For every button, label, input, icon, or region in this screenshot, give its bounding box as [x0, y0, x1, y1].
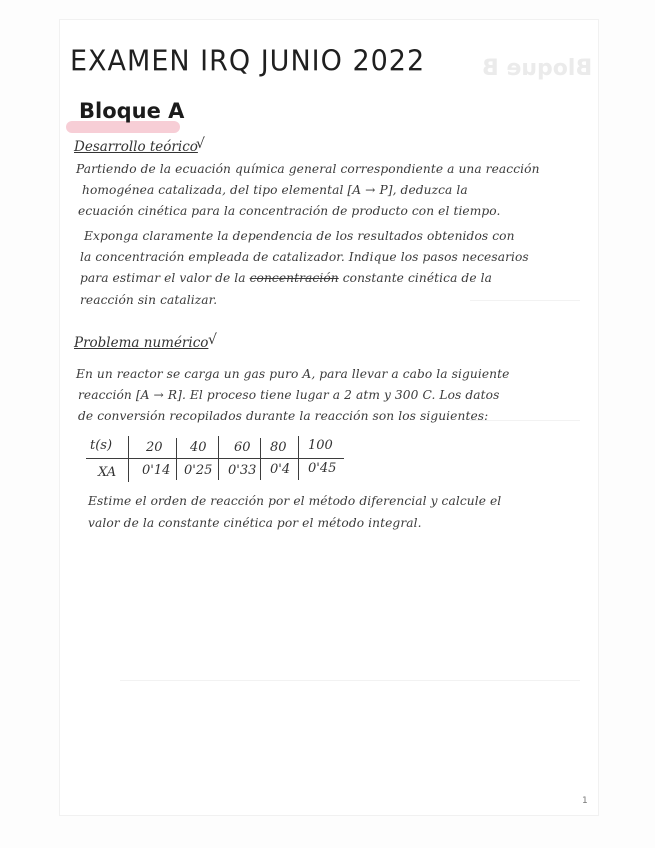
table-cell: 20 — [146, 440, 163, 455]
table-cell: 100 — [308, 438, 333, 453]
reverse-side-ghost-text: Bloque B — [482, 56, 593, 81]
table-cell: 0'4 — [270, 462, 291, 477]
block-heading: Bloque A — [79, 99, 185, 123]
problem-line: de conversión recopilados durante la reacción son los siguientes: — [78, 409, 489, 423]
task-line: valor de la constante cinética por el método integral. — [88, 516, 422, 530]
theory-line: Exponga claramente la dependencia de los resultados obtenidos con — [84, 229, 515, 243]
table-divider — [218, 436, 219, 480]
table-divider — [298, 436, 299, 480]
table-cell: 0'14 — [142, 463, 171, 478]
table-divider — [128, 436, 129, 482]
struck-word: concentración — [249, 271, 339, 285]
problem-line: En un reactor se carga un gas puro A, para llevar a cabo la siguiente — [76, 367, 510, 381]
exam-title: EXAMEN IRQ JUNIO 2022 — [70, 45, 426, 78]
theory-line-part: constante cinética de la — [338, 271, 492, 285]
section-problem-heading: Problema numérico — [74, 335, 209, 351]
table-cell: 0'33 — [228, 463, 257, 478]
theory-line: homogénea catalizada, del tipo elemental [A → P], deduzca la — [82, 183, 468, 197]
task-line: Estime el orden de reacción por el método diferencial y calcule el — [88, 494, 502, 508]
theory-line: Partiendo de la ecuación química general correspondiente a una reacción — [76, 162, 540, 176]
table-cell: 60 — [234, 440, 251, 455]
page-number: 1 — [582, 796, 588, 806]
ghost-line — [120, 680, 580, 681]
table-cell: 0'45 — [308, 461, 337, 476]
ghost-line — [470, 300, 580, 301]
table-divider — [260, 438, 261, 480]
table-cell: 0'25 — [184, 463, 213, 478]
table-divider — [176, 438, 177, 480]
theory-line: reacción sin catalizar. — [80, 293, 218, 307]
table-cell: 80 — [270, 440, 287, 455]
table-row-header: XA — [98, 465, 117, 480]
table-divider — [86, 458, 344, 459]
theory-line: ecuación cinética para la concentración de producto con el tiempo. — [78, 204, 501, 218]
checkmark-icon: √ — [208, 332, 217, 348]
theory-line-with-correction — [80, 271, 492, 285]
section-theory-heading: Desarrollo teórico — [74, 139, 198, 155]
theory-line-part: para estimar el valor de la — [80, 271, 250, 285]
checkmark-icon: √ — [196, 136, 205, 152]
table-cell: 40 — [190, 440, 207, 455]
table-row-header: t(s) — [90, 438, 113, 453]
problem-line: reacción [A → R]. El proceso tiene lugar a 2 atm y 300 C. Los datos — [78, 388, 500, 402]
theory-line: la concentración empleada de catalizador. Indique los pasos necesarios — [80, 250, 529, 264]
